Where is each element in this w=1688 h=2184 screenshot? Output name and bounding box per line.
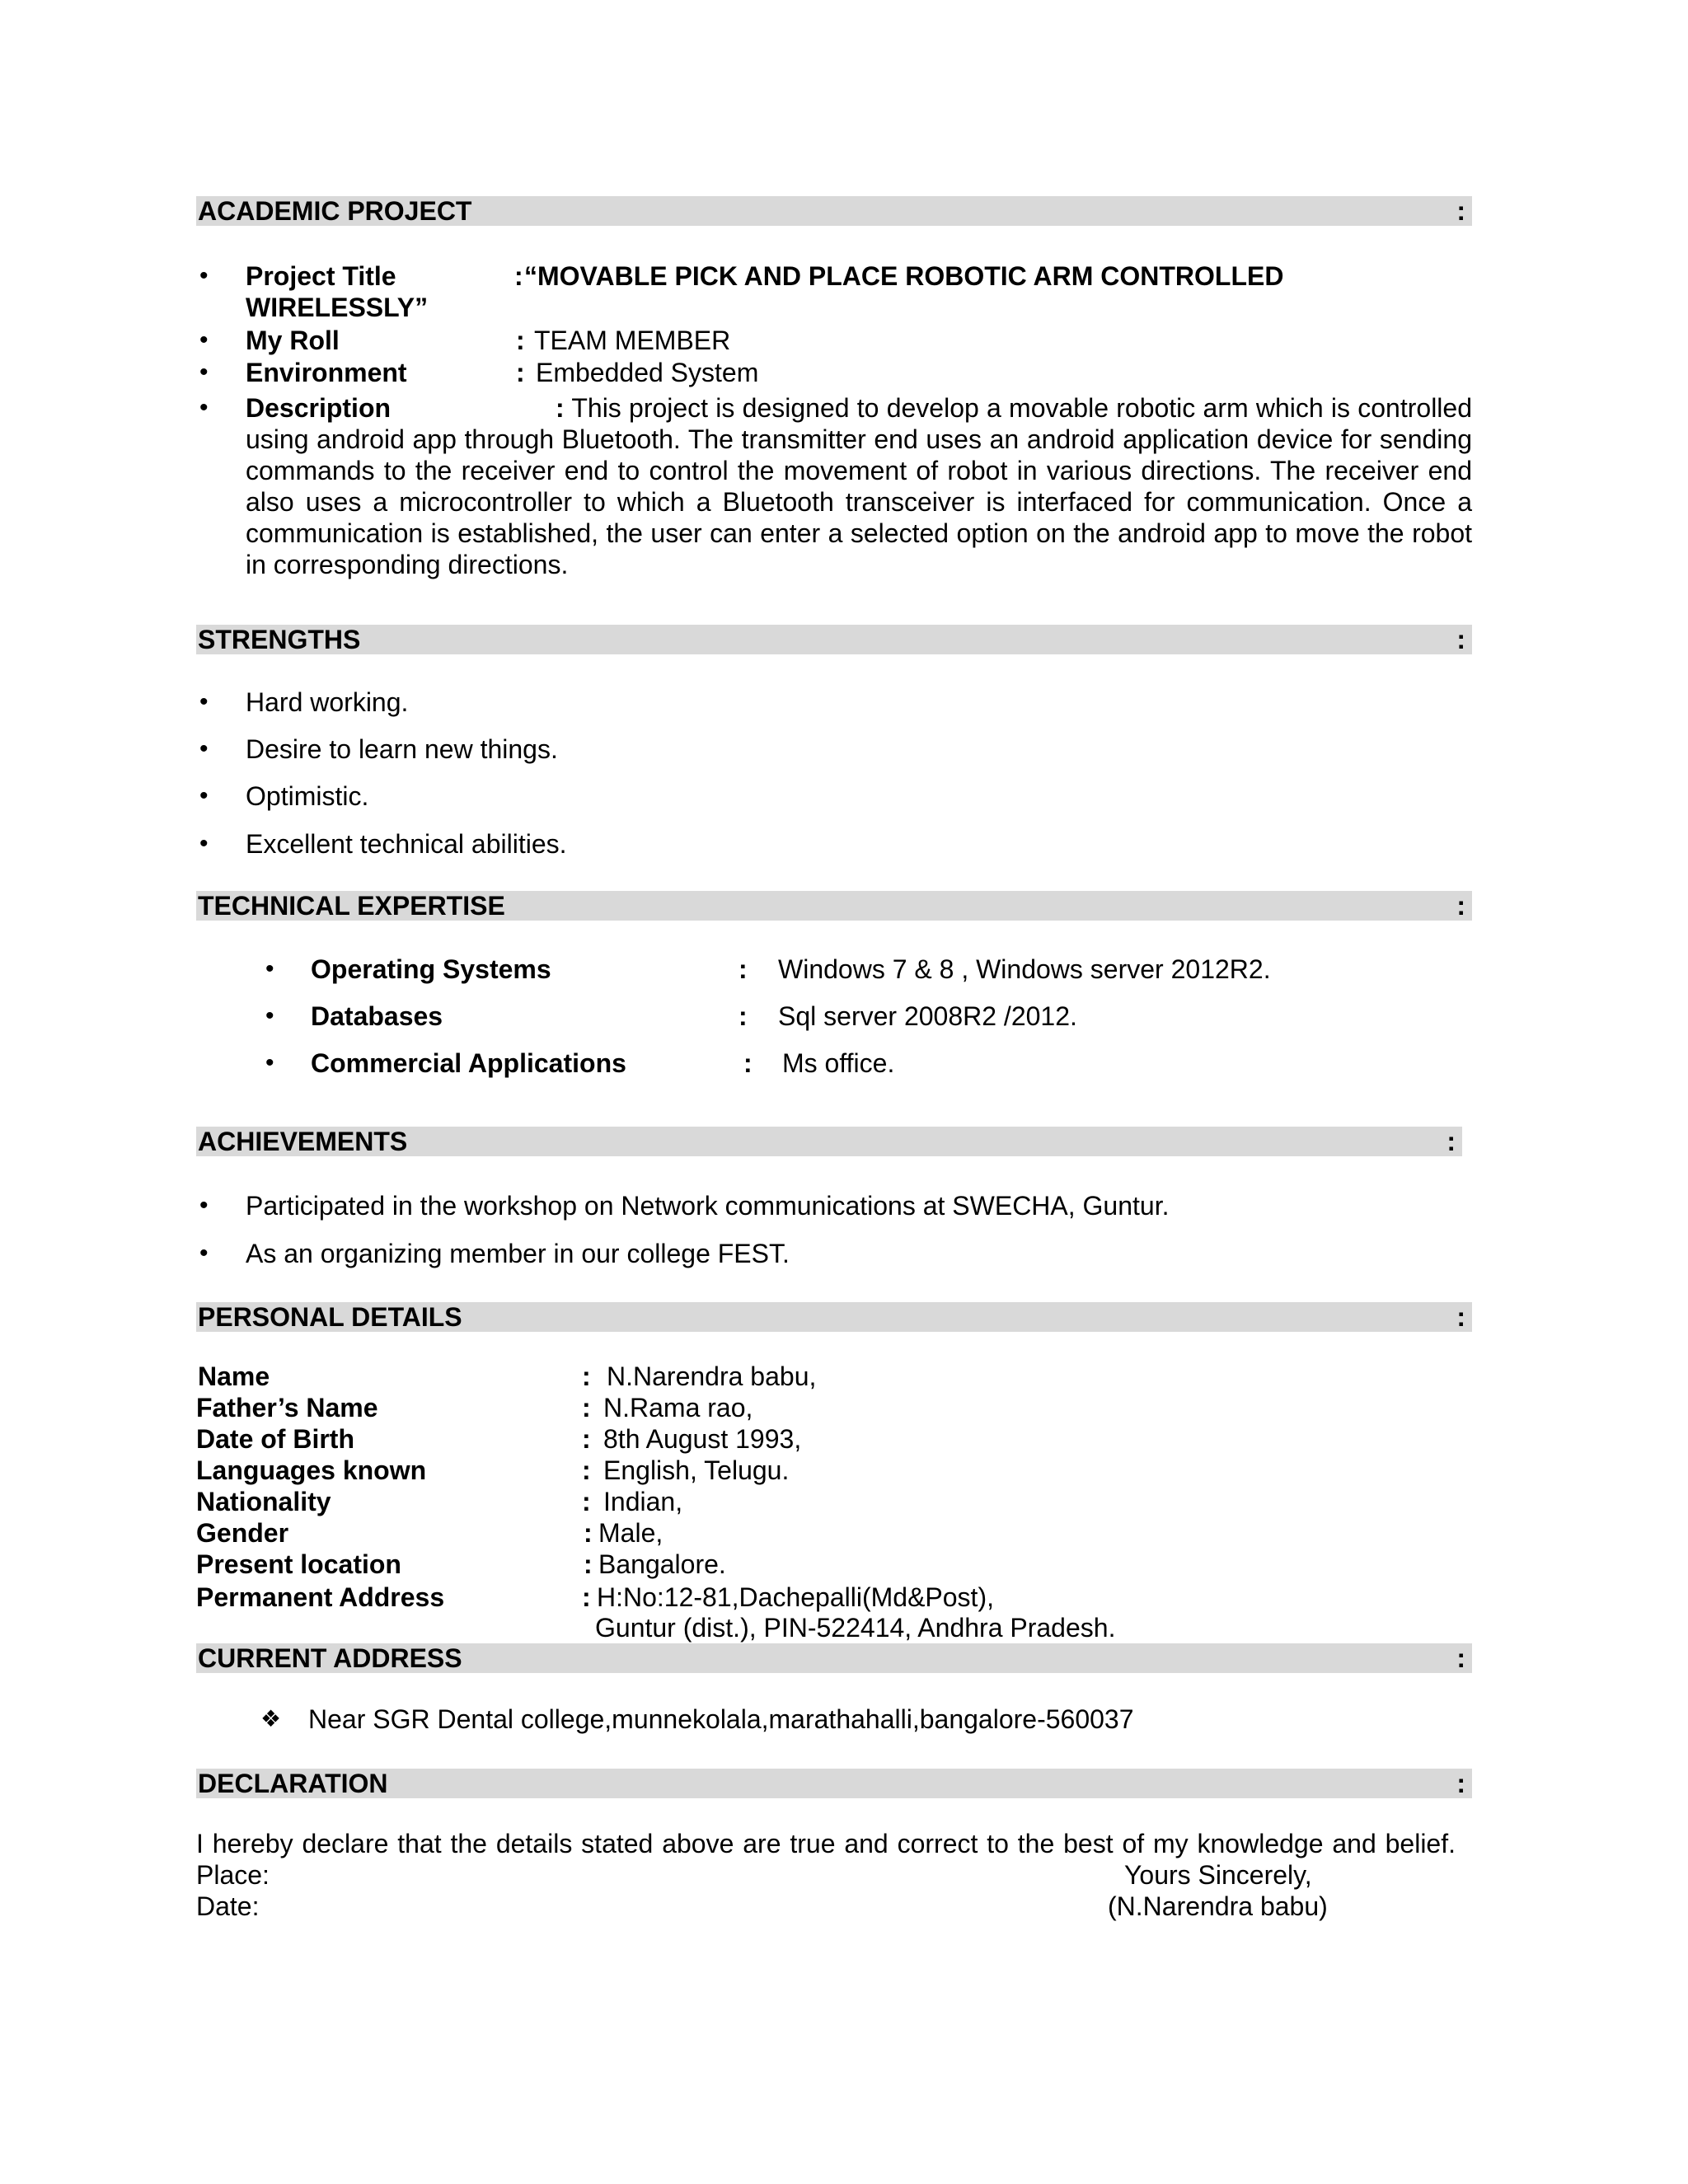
personal-value-dob: 8th August 1993, — [603, 1424, 802, 1454]
project-title-label: Project Title — [246, 261, 396, 291]
description-value: This project is designed to develop a movable robotic arm which is controlled using android app through Bluetooth. The transmitter end uses an android application device for sending commands to the receiver end to control the movement of robot in various directions. The receiver end also uses a microcontroller to which a Bluetooth transceiver is interfaced for communication. Once a communication is established, the user can enter a selected option on the android app to move the robot in corresponding directions. — [246, 393, 1473, 579]
personal-value-languages: English, Telugu. — [603, 1455, 790, 1485]
bullet: • — [199, 359, 209, 386]
strengths-heading: STRENGTHS — [198, 625, 361, 654]
technical-expertise-heading: TECHNICAL EXPERTISE — [198, 891, 505, 921]
personal-value-nationality: Indian, — [603, 1487, 683, 1516]
strength-item: Excellent technical abilities. — [246, 829, 567, 859]
declaration-date-label: Date: — [196, 1891, 260, 1921]
description-sep: : — [556, 393, 565, 423]
heading-colon: : — [1456, 196, 1465, 226]
personal-value-address: H:No:12-81,Dachepalli(Md&Post), — [597, 1582, 994, 1612]
my-roll-label: My Roll — [246, 326, 340, 355]
description-label: Description — [246, 393, 392, 423]
personal-label-nationality: Nationality — [196, 1487, 331, 1516]
my-roll-value: TEAM MEMBER — [534, 326, 731, 355]
personal-label-gender: Gender — [196, 1518, 289, 1548]
personal-details-heading: PERSONAL DETAILS — [198, 1302, 462, 1332]
expertise-sep: : — [738, 1001, 748, 1031]
expertise-value: Sql server 2008R2 /2012. — [778, 1001, 1077, 1031]
bullet: • — [199, 735, 209, 762]
personal-value-location: Bangalore. — [598, 1549, 726, 1579]
bullet: • — [265, 955, 274, 982]
current-address-heading: CURRENT ADDRESS — [198, 1643, 462, 1673]
bullet: • — [199, 688, 209, 715]
strengths-heading-bar — [196, 625, 1472, 654]
expertise-value: Windows 7 & 8 , Windows server 2012R2. — [778, 954, 1271, 984]
declaration-heading-bar — [196, 1769, 1472, 1798]
description-paragraph — [246, 392, 1472, 580]
heading-colon: : — [1456, 1302, 1465, 1332]
heading-colon: : — [1456, 625, 1465, 654]
strength-item: Desire to learn new things. — [246, 734, 558, 764]
environment-sep: : — [516, 358, 525, 387]
heading-colon: : — [1456, 1643, 1465, 1673]
personal-sep: : — [582, 1424, 591, 1454]
declaration-heading: DECLARATION — [198, 1769, 388, 1798]
personal-sep: : — [582, 1582, 591, 1612]
academic-project-heading: ACADEMIC PROJECT — [198, 196, 472, 226]
achievements-heading-bar — [196, 1127, 1462, 1156]
personal-value-address-cont: Guntur (dist.), PIN-522414, Andhra Pradesh. — [595, 1613, 1116, 1643]
personal-value-gender: Male, — [598, 1518, 663, 1548]
bullet: • — [199, 326, 209, 354]
personal-value-name: N.Narendra babu, — [607, 1361, 817, 1391]
expertise-label: Operating Systems — [311, 954, 551, 984]
personal-label-location: Present location — [196, 1549, 401, 1579]
achievement-item: As an organizing member in our college FEST. — [246, 1239, 790, 1268]
personal-label-name: Name — [198, 1361, 270, 1391]
declaration-closing: Yours Sincerely, — [1124, 1860, 1312, 1890]
my-roll-sep: : — [516, 326, 525, 355]
personal-sep: : — [584, 1549, 593, 1579]
academic-project-heading-bar — [196, 196, 1472, 226]
bullet: • — [265, 1049, 274, 1076]
project-title-sep: : — [514, 261, 523, 291]
achievement-item: Participated in the workshop on Network communications at SWECHA, Guntur. — [246, 1191, 1170, 1221]
strength-item: Optimistic. — [246, 781, 369, 811]
personal-label-languages: Languages known — [196, 1455, 427, 1485]
declaration-signature: (N.Narendra babu) — [1108, 1891, 1328, 1921]
personal-value-father: N.Rama rao, — [603, 1393, 753, 1422]
expertise-sep: : — [738, 954, 748, 984]
current-address-value: Near SGR Dental college,munnekolala,marathahalli,bangalore-560037 — [308, 1704, 1134, 1734]
personal-sep: : — [582, 1455, 591, 1485]
declaration-text: I hereby declare that the details stated above are true and correct to the best of my knowledge and belief. — [196, 1829, 1456, 1858]
personal-sep: : — [584, 1518, 593, 1548]
bullet: • — [265, 1002, 274, 1029]
heading-colon: : — [1447, 1127, 1456, 1156]
diamond-bullet-icon: ❖ — [260, 1706, 282, 1732]
strength-item: Hard working. — [246, 687, 409, 717]
personal-sep: : — [582, 1393, 591, 1422]
bullet: • — [199, 1240, 209, 1267]
personal-sep: : — [582, 1487, 591, 1516]
bullet: • — [199, 262, 209, 289]
heading-colon: : — [1456, 891, 1465, 921]
personal-label-father: Father’s Name — [196, 1393, 378, 1422]
bullet: • — [199, 394, 209, 421]
environment-label: Environment — [246, 358, 407, 387]
bullet: • — [199, 782, 209, 809]
personal-label-address: Permanent Address — [196, 1582, 445, 1612]
personal-sep: : — [582, 1361, 591, 1391]
personal-label-dob: Date of Birth — [196, 1424, 354, 1454]
bullet: • — [199, 830, 209, 857]
technical-expertise-heading-bar — [196, 891, 1472, 921]
personal-details-heading-bar — [196, 1302, 1472, 1332]
declaration-place-label: Place: — [196, 1860, 270, 1890]
project-title-value-cont: WIRELESSLY” — [246, 293, 429, 322]
environment-value: Embedded System — [536, 358, 759, 387]
current-address-heading-bar — [196, 1643, 1472, 1673]
expertise-sep: : — [743, 1048, 753, 1078]
expertise-value: Ms office. — [782, 1048, 895, 1078]
heading-colon: : — [1456, 1769, 1465, 1798]
achievements-heading: ACHIEVEMENTS — [198, 1127, 408, 1156]
project-title-value: “MOVABLE PICK AND PLACE ROBOTIC ARM CONTROLLED — [524, 261, 1284, 291]
expertise-label: Databases — [311, 1001, 443, 1031]
expertise-label: Commercial Applications — [311, 1048, 626, 1078]
bullet: • — [199, 1192, 209, 1219]
